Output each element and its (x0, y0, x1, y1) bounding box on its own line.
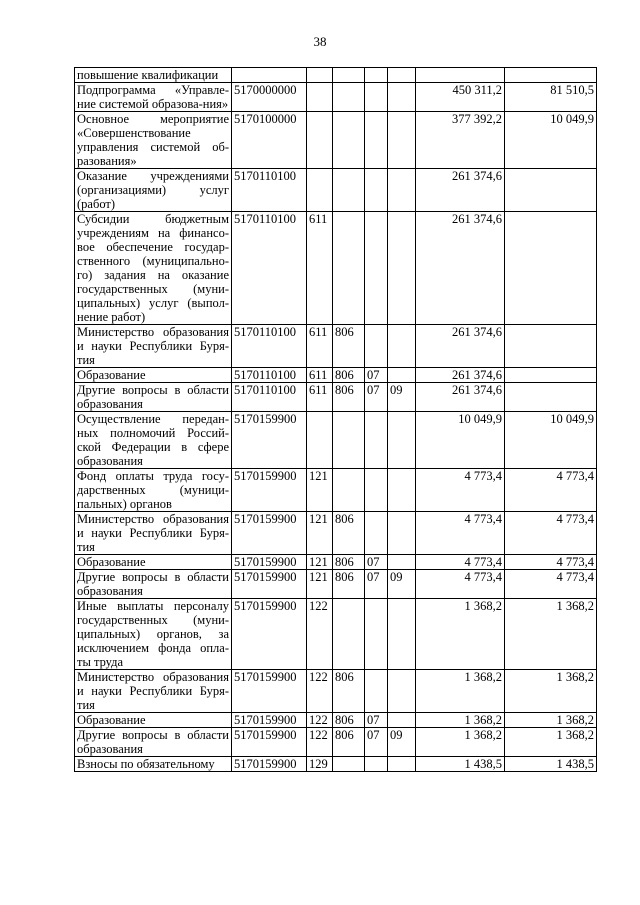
total-amount-cell: 1 368,2 (416, 713, 505, 728)
section-code-cell (365, 469, 388, 512)
total-amount-cell: 4 773,4 (416, 469, 505, 512)
table-row (75, 83, 597, 112)
expense-type-cell: 611 (307, 368, 333, 383)
subvention-amount-cell (505, 325, 597, 368)
ministry-code-cell: 806 (333, 555, 365, 570)
section-code-cell (365, 68, 388, 83)
subsection-code-cell (388, 325, 416, 368)
total-amount-cell: 1 368,2 (416, 728, 505, 757)
target-article-code-cell: 5170159900 (232, 670, 307, 713)
expense-type-cell: 121 (307, 469, 333, 512)
section-code-cell (365, 212, 388, 325)
ministry-code-cell (333, 112, 365, 169)
table-row (75, 368, 597, 383)
total-amount-cell: 10 049,9 (416, 412, 505, 469)
expense-type-cell (307, 412, 333, 469)
subvention-amount-cell: 1 438,5 (505, 757, 597, 772)
total-amount-cell: 1 438,5 (416, 757, 505, 772)
subvention-amount-cell (505, 368, 597, 383)
subvention-amount-cell: 4 773,4 (505, 469, 597, 512)
table-row (75, 670, 597, 713)
subsection-code-cell (388, 555, 416, 570)
row-name-cell: Образование (75, 555, 232, 570)
subvention-amount-cell: 10 049,9 (505, 412, 597, 469)
table-row (75, 68, 597, 83)
total-amount-cell: 377 392,2 (416, 112, 505, 169)
table-row (75, 412, 597, 469)
subsection-code-cell (388, 68, 416, 83)
expense-type-cell (307, 169, 333, 212)
table-row (75, 169, 597, 212)
expense-type-cell: 122 (307, 599, 333, 670)
target-article-code-cell: 5170110100 (232, 368, 307, 383)
subvention-amount-cell: 10 049,9 (505, 112, 597, 169)
table-row (75, 383, 597, 412)
section-code-cell: 07 (365, 713, 388, 728)
section-code-cell (365, 412, 388, 469)
table-row (75, 512, 597, 555)
expense-type-cell: 611 (307, 212, 333, 325)
target-article-code-cell: 5170159900 (232, 713, 307, 728)
target-article-code-cell: 5170110100 (232, 169, 307, 212)
row-name-cell: повышение квалификации (75, 68, 232, 83)
page-number: 38 (313, 34, 327, 49)
expense-type-cell: 611 (307, 383, 333, 412)
subsection-code-cell: 09 (388, 383, 416, 412)
subsection-code-cell (388, 599, 416, 670)
section-code-cell: 07 (365, 570, 388, 599)
expense-type-cell: 129 (307, 757, 333, 772)
target-article-code-cell: 5170159900 (232, 512, 307, 555)
table-row (75, 112, 597, 169)
total-amount-cell: 450 311,2 (416, 83, 505, 112)
section-code-cell (365, 757, 388, 772)
table-row (75, 555, 597, 570)
ministry-code-cell (333, 169, 365, 212)
ministry-code-cell (333, 68, 365, 83)
total-amount-cell: 261 374,6 (416, 383, 505, 412)
row-name-cell: Иные выплаты персоналу государственных (муни-ципальных) органов, за исключением фонда опла-ты труда (75, 599, 232, 670)
subsection-code-cell (388, 368, 416, 383)
table-row (75, 325, 597, 368)
section-code-cell (365, 512, 388, 555)
target-article-code-cell: 5170110100 (232, 383, 307, 412)
row-name-cell: Оказание учреждениями (организациями) услуг (работ) (75, 169, 232, 212)
row-name-cell: Взносы по обязательному (75, 757, 232, 772)
row-name-cell: Образование (75, 713, 232, 728)
subvention-amount-cell (505, 169, 597, 212)
target-article-code-cell: 5170110100 (232, 325, 307, 368)
target-article-code-cell: 5170159900 (232, 728, 307, 757)
subsection-code-cell (388, 212, 416, 325)
subsection-code-cell: 09 (388, 728, 416, 757)
target-article-code-cell: 5170159900 (232, 469, 307, 512)
table-row (75, 212, 597, 325)
ministry-code-cell (333, 212, 365, 325)
total-amount-cell: 261 374,6 (416, 325, 505, 368)
target-article-code-cell: 5170159900 (232, 555, 307, 570)
subsection-code-cell (388, 713, 416, 728)
table-row (75, 570, 597, 599)
section-code-cell: 07 (365, 383, 388, 412)
section-code-cell (365, 83, 388, 112)
expense-type-cell (307, 68, 333, 83)
subvention-amount-cell: 4 773,4 (505, 555, 597, 570)
subsection-code-cell (388, 670, 416, 713)
table-row (75, 757, 597, 772)
ministry-code-cell: 806 (333, 383, 365, 412)
row-name-cell: Осуществление передан-ных полномочий Россий-ской Федерации в сфере образования (75, 412, 232, 469)
ministry-code-cell: 806 (333, 570, 365, 599)
table-row (75, 599, 597, 670)
total-amount-cell: 261 374,6 (416, 212, 505, 325)
expense-type-cell: 122 (307, 670, 333, 713)
total-amount-cell: 1 368,2 (416, 670, 505, 713)
row-name-cell: Другие вопросы в области образования (75, 570, 232, 599)
total-amount-cell: 1 368,2 (416, 599, 505, 670)
total-amount-cell: 261 374,6 (416, 368, 505, 383)
ministry-code-cell: 806 (333, 512, 365, 555)
subsection-code-cell (388, 112, 416, 169)
row-name-cell: Фонд оплаты труда госу-дарственных (муници-пальных) органов (75, 469, 232, 512)
expense-type-cell (307, 112, 333, 169)
row-name-cell: Министерство образования и науки Республики Буря-тия (75, 325, 232, 368)
total-amount-cell (416, 68, 505, 83)
subsection-code-cell (388, 169, 416, 212)
table-row (75, 469, 597, 512)
section-code-cell (365, 325, 388, 368)
section-code-cell (365, 169, 388, 212)
subvention-amount-cell: 4 773,4 (505, 570, 597, 599)
subsection-code-cell (388, 83, 416, 112)
target-article-code-cell: 5170110100 (232, 212, 307, 325)
target-article-code-cell: 5170159900 (232, 599, 307, 670)
row-name-cell: Основное мероприятие «Совершенствование управления системой об-разования» (75, 112, 232, 169)
ministry-code-cell: 806 (333, 728, 365, 757)
row-name-cell: Министерство образования и науки Республики Буря-тия (75, 670, 232, 713)
subsection-code-cell (388, 412, 416, 469)
table-row (75, 713, 597, 728)
target-article-code-cell: 5170159900 (232, 757, 307, 772)
target-article-code-cell: 5170000000 (232, 83, 307, 112)
row-name-cell: Образование (75, 368, 232, 383)
expense-type-cell: 121 (307, 512, 333, 555)
ministry-code-cell: 806 (333, 713, 365, 728)
total-amount-cell: 261 374,6 (416, 169, 505, 212)
section-code-cell (365, 599, 388, 670)
subvention-amount-cell: 4 773,4 (505, 512, 597, 555)
total-amount-cell: 4 773,4 (416, 555, 505, 570)
subvention-amount-cell: 1 368,2 (505, 670, 597, 713)
subvention-amount-cell: 1 368,2 (505, 599, 597, 670)
budget-table (74, 67, 597, 772)
target-article-code-cell (232, 68, 307, 83)
ministry-code-cell: 806 (333, 325, 365, 368)
subvention-amount-cell: 1 368,2 (505, 728, 597, 757)
budget-table-body (75, 68, 597, 772)
ministry-code-cell (333, 599, 365, 670)
total-amount-cell: 4 773,4 (416, 512, 505, 555)
subvention-amount-cell (505, 383, 597, 412)
subsection-code-cell: 09 (388, 570, 416, 599)
section-code-cell (365, 670, 388, 713)
ministry-code-cell: 806 (333, 368, 365, 383)
section-code-cell: 07 (365, 555, 388, 570)
subvention-amount-cell (505, 212, 597, 325)
subsection-code-cell (388, 757, 416, 772)
ministry-code-cell (333, 469, 365, 512)
expense-type-cell: 122 (307, 713, 333, 728)
row-name-cell: Подпрограмма «Управле-ние системой образова-ния» (75, 83, 232, 112)
ministry-code-cell (333, 757, 365, 772)
section-code-cell: 07 (365, 368, 388, 383)
subvention-amount-cell: 1 368,2 (505, 713, 597, 728)
target-article-code-cell: 5170159900 (232, 570, 307, 599)
row-name-cell: Министерство образования и науки Республики Буря-тия (75, 512, 232, 555)
expense-type-cell (307, 83, 333, 112)
subsection-code-cell (388, 469, 416, 512)
section-code-cell (365, 112, 388, 169)
expense-type-cell: 611 (307, 325, 333, 368)
expense-type-cell: 121 (307, 570, 333, 599)
row-name-cell: Другие вопросы в области образования (75, 728, 232, 757)
row-name-cell: Субсидии бюджетным учреждениям на финансо-вое обеспечение государ-ственного (муниципально-го) задания на оказание государственных (муни-ципальных) услуг (выпол-нение работ) (75, 212, 232, 325)
section-code-cell: 07 (365, 728, 388, 757)
subvention-amount-cell (505, 68, 597, 83)
ministry-code-cell (333, 83, 365, 112)
table-row (75, 728, 597, 757)
expense-type-cell: 122 (307, 728, 333, 757)
ministry-code-cell (333, 412, 365, 469)
ministry-code-cell: 806 (333, 670, 365, 713)
target-article-code-cell: 5170100000 (232, 112, 307, 169)
target-article-code-cell: 5170159900 (232, 412, 307, 469)
row-name-cell: Другие вопросы в области образования (75, 383, 232, 412)
subsection-code-cell (388, 512, 416, 555)
total-amount-cell: 4 773,4 (416, 570, 505, 599)
expense-type-cell: 121 (307, 555, 333, 570)
subvention-amount-cell: 81 510,5 (505, 83, 597, 112)
